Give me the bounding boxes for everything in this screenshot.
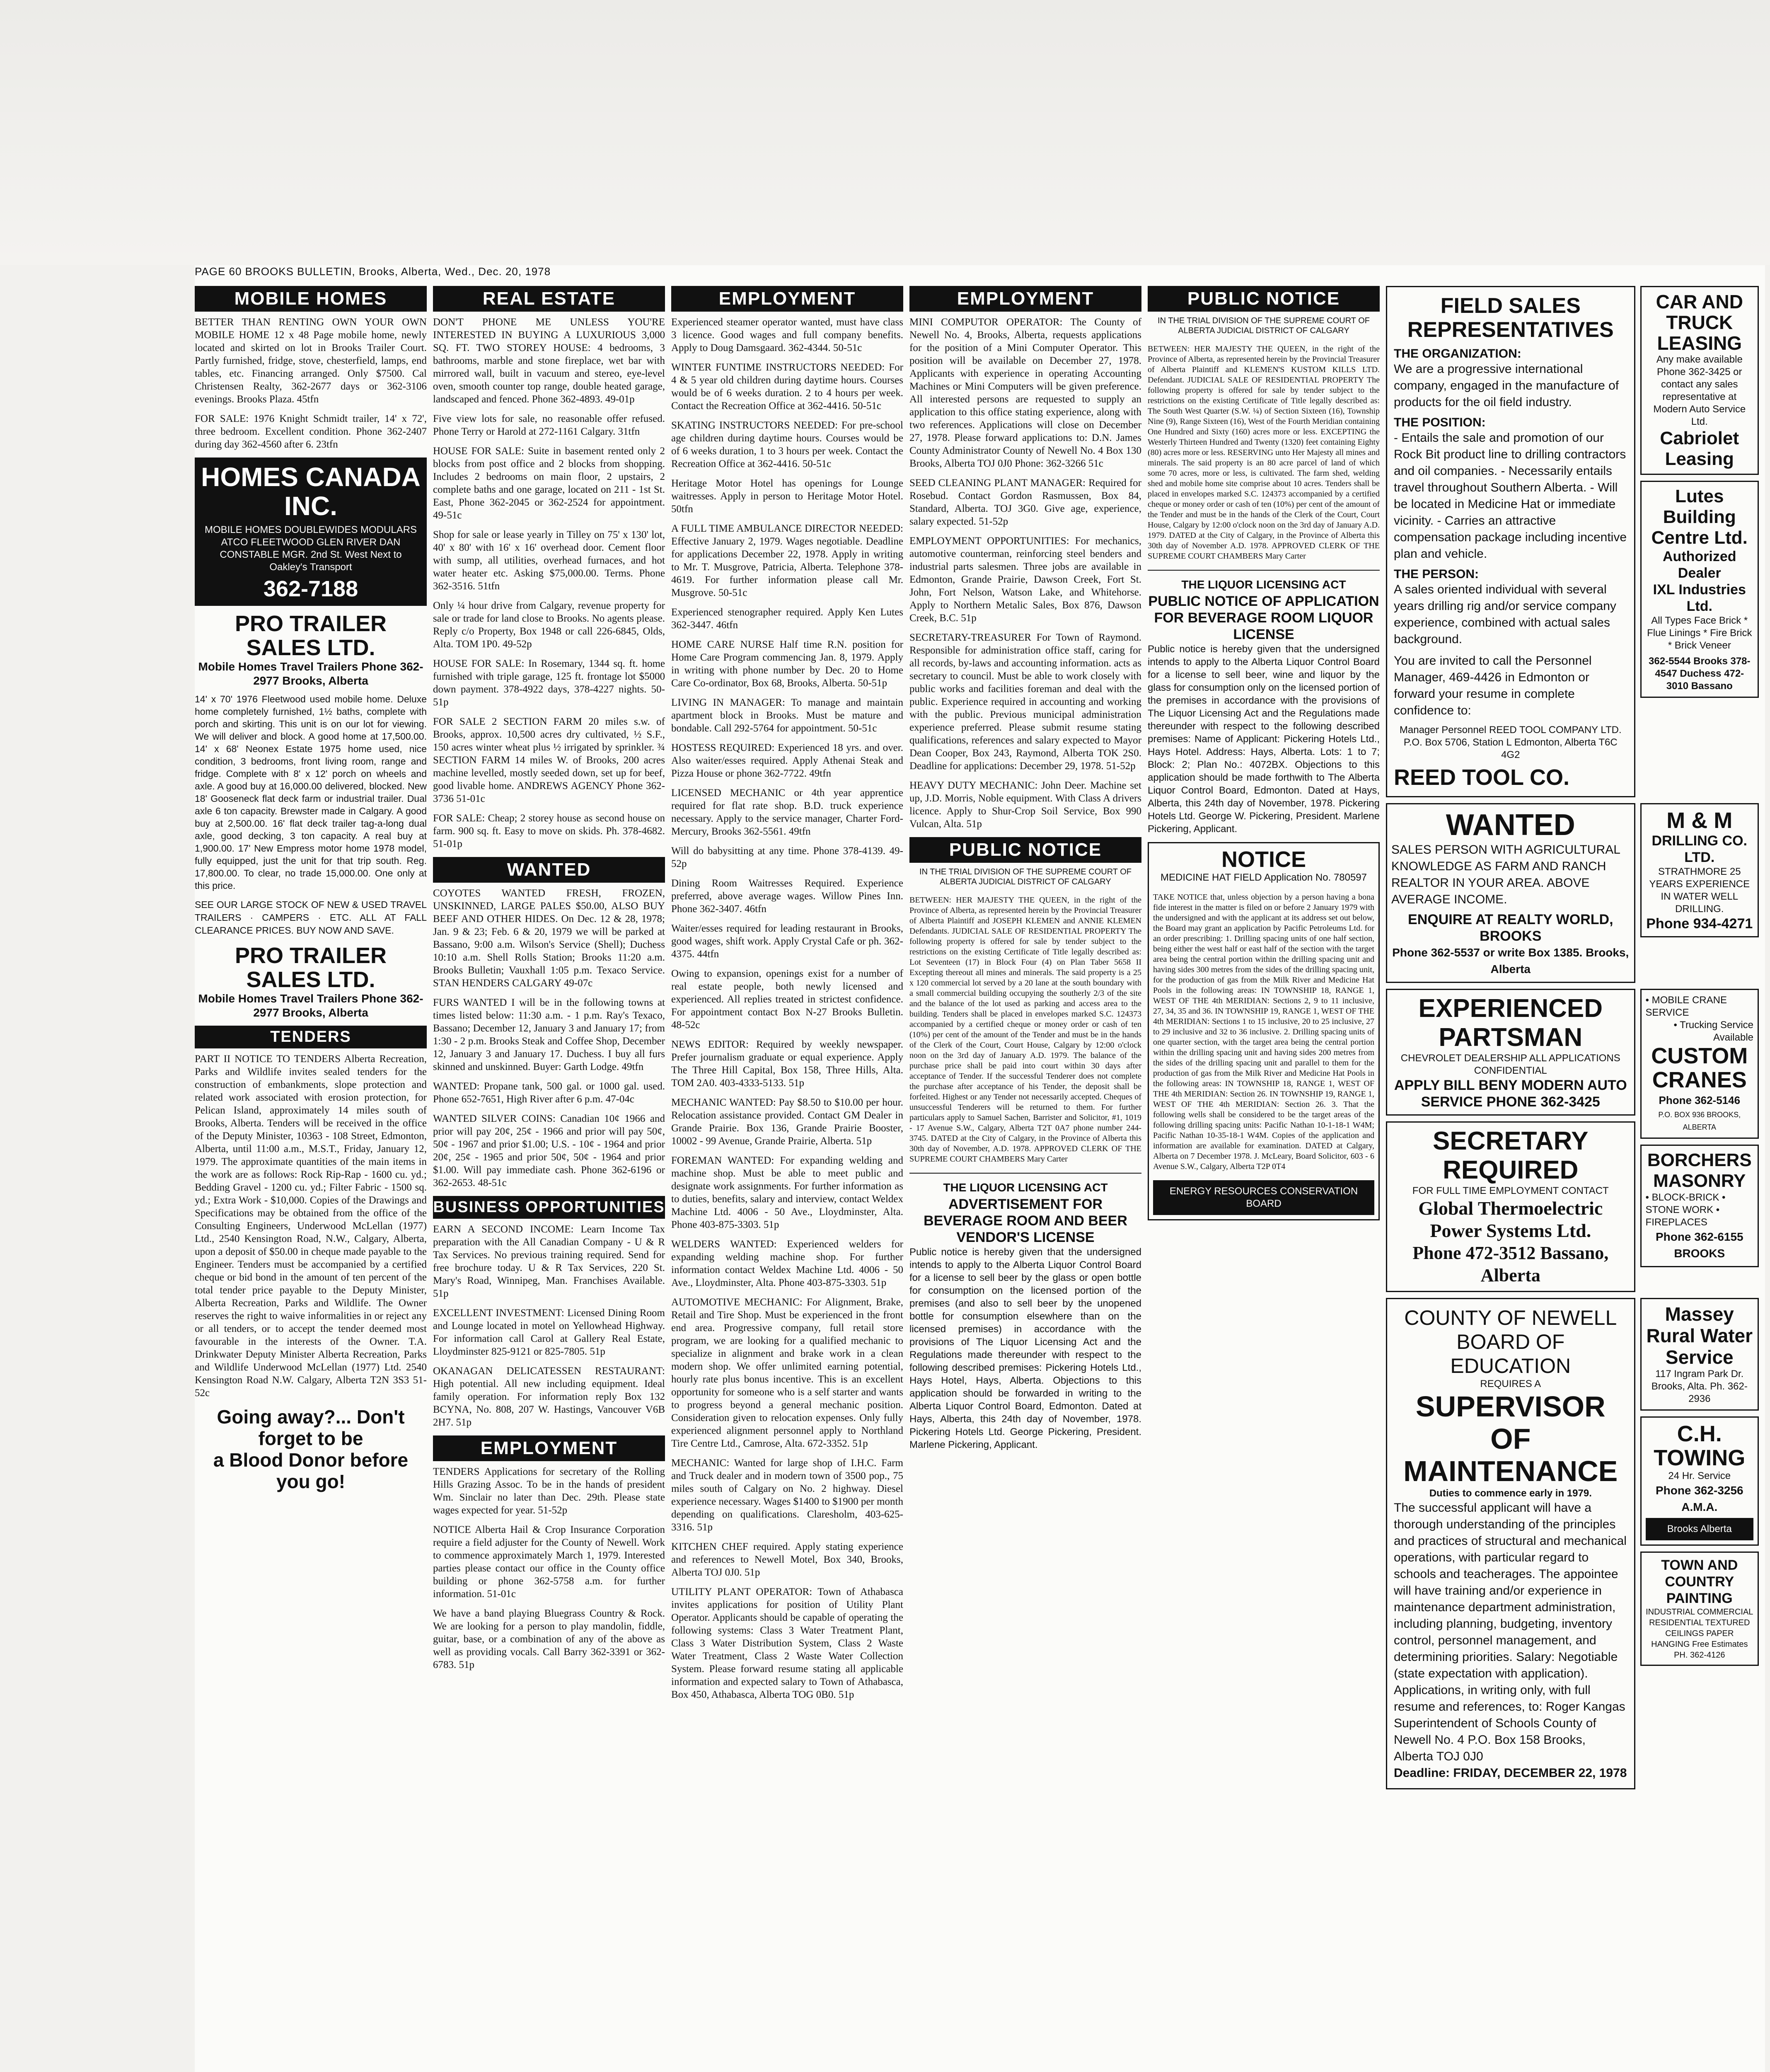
crane-service: • MOBILE CRANE SERVICE [1645,995,1727,1018]
mm-phone: Phone 934-4271 [1646,916,1753,932]
custom-cranes-title: CUSTOM CRANES [1651,1043,1748,1092]
wanted-header: WANTED [433,857,665,883]
divider [1148,570,1380,571]
classified-ad: DON'T PHONE ME UNLESS YOU'RE INTERESTED IN BUYING A LUXURIOUS 3,000 SQ. FT. TWO STOREY HOUSE: 4 bedrooms, 3 bathrooms, marble and stone fireplace, wet bar with mirrored wall, built in vacuum and stereo, eye-level oven, smooth counter top range, double heated garage, landscaped and fenced. Phone 362-4893. 49-01p [433,317,665,405]
position-heading: THE POSITION: [1394,416,1486,429]
public-notice-header: PUBLIC NOTICE [909,837,1141,863]
classified-ad: Shop for sale or lease yearly in Tilley on 75' x 130' lot, 40' x 80' with 16' x 16' overhead door. Cement floor with sump, all utilities, overhead furnaces, and hot water heater etc. Asking $75,000.00. Terms. Phone 362-3516. 51tfn [433,529,665,592]
classified-ad: Experienced stenographer required. Apply Ken Lutes 362-3447. 46tfn [671,607,903,631]
business-header: BUSINESS OPPORTUNITIES [433,1196,665,1219]
liquor-notice: Public notice is hereby given that the undersigned intends to apply to the Alberta Liquor Control Board for a license to sell beer, wine and liquor by the glass for consumption only on the licensed portion of the premises in accordance with the provisions of The Liquor Licensing Act and the Regulations made thereunder with respect to the following described premises: Name of Applicant: Pickering Hotels Ltd., Hays Hotel. Address: Hays, Alberta. Lots: 1 to 7; Block: 2; Plan No.: 4072BX. Objections to this application should be made forthwith to The Alberta Liquor Control Board, Edmonton. Dated at Hays, Alberta, this 24th day of November, 1978. Pickering Hotels Ltd. George W. Pickering, President. Marlene Pickering, Applicant. [1148,644,1380,835]
county-newell-ad [1386,1298,1635,1789]
classified-ad: KITCHEN CHEF required. Apply stating experience and references to Newell Motel, Box 340, Brooks, Alberta TOJ 0J0. 51p [671,1541,903,1578]
classified-ad: HEAVY DUTY MECHANIC: John Deer. Machine set up, J.D. Morris, Noble equipment. With Class A drivers licence. Apply to Shur-Crop Soil Service, Box 990 Vulcan, Alta. 51p [909,780,1141,830]
county-title: COUNTY OF NEWELL BOARD OF EDUCATION [1404,1306,1617,1377]
borchers-list: • BLOCK-BRICK • STONE WORK • FIREPLACES [1645,1192,1726,1228]
classified-ad: LICENSED MECHANIC or 4th year apprentice required for flat rate shop. B.D. truck experience necessary. Apply to the service manager, Charter Ford-Mercury, Brooks 362-5561. 49tfn [671,787,903,837]
court-notice: BETWEEN: HER MAJESTY THE QUEEN, in the right of the Province of Alberta, as represented herein by the Provincial Treasurer of Alberta Plaintiff and JOSEPH KLEMEN and ANNIE KLEMEN Defendants. JUDICIAL SALE OF RESIDENTIAL PROPERTY The following property is offered for sale by tender subject to the restrictions on the existing Certificate of Title legally described as: Lot Seventeen (17) in Block Four (4) on Plan Taber 5658 II Excepting thereout all mines and minerals. The said property is a 25 x 120 commercial lot served by a 20 lane at the south boundary with a small commercial building occupying the southerly 2/3 of the site and the balance of the lot used as parking and access area to the building. Tenders shall be placed in envelopes marked S.C. 124373 accompanied by a certified cheque or money order or cash of ten (10%) per cent of the amount of the Tender and must be in the hands of the Clerk of the Court, Court House, Calgary by 12:00 o'clock noon on the 3rd day of January A.D. 1979. The balance of the purchase price shall be paid into court within 30 days after acceptance of Tender. If the successful Tenderer does not complete the purchase after acceptance of his Tender, the deposit shall be forfeited. Highest or any Tender not necessarily accepted. Cheques of unsuccessful Tenderers will be returned to them. For further particulars apply to Samuel Sachen, Barrister and Solicitor, #1, 1019 - 17 Avenue S.W., Calgary, Alberta T2T 0A7 phone number 244-3745. DATED at the City of Calgary, in the Province of Alberta this 30th day of November, A.D. 1978. APPROVED CLERK OF THE SUPREME COURT CHAMBERS Mary Carter [909,896,1141,1164]
classified-ad: Experienced steamer operator wanted, must have class 3 licence. Good wages and full company benefits. Apply to Doug Damsgaard. 362-4344. 50-51c [671,317,903,353]
classified-ad: TENDERS Applications for secretary of the Rolling Hills Grazing Assoc. To be in the hands of president Wm. Sinclair no later than Dec. 29th. Please state wages expected for year. 51-52p [433,1466,665,1516]
secretary-title: SECRETARY REQUIRED [1433,1127,1589,1184]
town-country-title: TOWN AND COUNTRY PAINTING [1661,1557,1738,1606]
section-header: REAL ESTATE [433,286,665,312]
realty-phone: Phone 362-5537 or write Box 1385. Brooks, Alberta [1392,946,1629,975]
classified-ad: MECHANIC WANTED: Pay $8.50 to $10.00 per hour. Relocation assistance provided. Contact GM Dealer in Grande Prairie. Box 136, Grande Prairie Booster, 10002 - 99 Avenue, Grande Prairie, Alberta. 51p [671,1097,903,1147]
custom-cranes-ad [1640,989,1759,1139]
blood-donor-line-2: a Blood Donor before you go! [213,1449,409,1492]
homes-canada-phone: 362-7188 [263,576,358,601]
partsman-title: EXPERIENCED PARTSMAN [1418,994,1603,1052]
custom-cranes-address: P.O. BOX 936 BROOKS, ALBERTA [1658,1111,1741,1131]
section-header: PUBLIC NOTICE [1148,286,1380,312]
classified-ad: UTILITY PLANT OPERATOR: Town of Athabasca invites applications for position of Utility Plant Operator. Applicants should be capable of operating the following systems: Class 3 Water Treatment Plant, Class 3 Water Distribution System, Class 2 Waste Water Treatment, Class 2 Waste Water Collection System. Please forward resume stating all applicable information and expected salary to Town of Athabasca, Box 450, Athabasca, Alberta TOG 0B0. 51p [671,1586,903,1700]
pro-trailer-lines-2: Mobile Homes Travel Trailers Phone 362-2977 Brooks, Alberta [198,992,423,1019]
pro-trailer-stock: SEE OUR LARGE STOCK OF NEW & USED TRAVEL TRAILERS · CAMPERS · ETC. ALL AT FALL CLEARANCE PRICES. BUY NOW AND SAVE. [195,899,427,936]
classified-ad: HOSTESS REQUIRED: Experienced 18 yrs. and over. Also waiter/esses required. Apply Athenai Steak and Pizza House or phone 362-7722. 49tfn [671,742,903,779]
wanted-text: SALES PERSON WITH AGRICULTURAL KNOWLEDGE AS FARM AND RANCH REALTOR IN YOUR AREA. ABOVE AVERAGE INCOME. [1391,843,1620,906]
lutes-title: Lutes Building Centre Ltd. [1651,486,1748,548]
column-mobile-homes [195,286,427,2072]
town-country-text: INDUSTRIAL COMMERCIAL RESIDENTIAL TEXTURED CEILINGS PAPER HANGING Free Estimates PH. 362-4126 [1646,1607,1753,1660]
lutes-dealer: Authorized Dealer [1663,549,1736,581]
chevrolet-text: CHEVROLET DEALERSHIP ALL APPLICATIONS CONFIDENTIAL [1400,1053,1620,1076]
liquor-act-title: THE LIQUOR LICENSING ACT [943,1181,1108,1194]
org-text: We are a progressive international company, engaged in the manufacture of products for the oil field industry. [1394,362,1619,409]
homes-canada-ad [195,457,427,606]
liquor-ad-heading: PUBLIC NOTICE OF APPLICATION FOR BEVERAGE ROOM LIQUOR LICENSE [1148,593,1379,642]
classified-ad: HOME CARE NURSE Half time R.N. position for Home Care Program commencing Jan. 8, 1979. Apply in writing with phone number by Dec. 20 to Home Care Co-ordinator, Box 68, Brooks, Alberta. 50-51p [671,639,903,689]
classified-ad: HOUSE FOR SALE: In Rosemary, 1344 sq. ft. home furnished with triple garage, 125 ft. frontage lot $5000 down payment. 378-4922 days, 378-4227 nights. 50-51p [433,658,665,708]
column-display-ads [1386,286,1759,2072]
ch-towing-service: 24 Hr. Service [1668,1470,1731,1481]
liquor-act-title: THE LIQUOR LICENSING ACT [1181,578,1346,591]
ch-towing-location: Brooks Alberta [1646,1518,1753,1540]
lutes-phones: 362-5544 Brooks 378-4547 Duchess 472-3010 Bassano [1649,656,1751,692]
classified-ad: SECRETARY-TREASURER For Town of Raymond. Responsible for administration office staff, caring for all records, by-laws and accounting information. acts as secretary to council. Must be able to work closely with public works and facilities foreman and deal with the public. Experience required in accounting and working with the public. Previous municipal administration experience preferred. Please submit resume stating qualifications, references and salary expected to Mayor Dean Cooper, Box 243, Raymond, Alberta TOK 2S0. Deadline for applications: December 29, 1978. 51-52p [909,632,1141,772]
massey-title: Massey Rural Water Service [1646,1303,1753,1368]
classified-ad: OKANAGAN DELICATESSEN RESTAURANT: High potential. All new including equipment. Ideal family operation. For information reply Box 132 BCYNA, No. 808, 207 W. Hastings, Vancouver V6B 2H7. 51p [433,1365,665,1428]
classified-ad: Owing to expansion, openings exist for a number of real estate people, both newly licensed and experienced. All replies treated in strictest confidence. For appointment contact Box N-27 Brooks Bulletin. 48-52c [671,968,903,1031]
court-heading: IN THE TRIAL DIVISION OF THE SUPREME COURT OF ALBERTA JUDICIAL DISTRICT OF CALGARY [1158,316,1370,335]
liquor-notice: Public notice is hereby given that the undersigned intends to apply to the Alberta Liquor Control Board for a license to sell beer by the glass or open bottle for consumption on the licensed portion of the premises (and also to sell beer by the unopened bottle for consumption elsewhere than on the licensed premises) in accordance with the provisions of The Liquor Licensing Act and the Regulations made thereunder with respect to the following described premises: Pickering Hotels Ltd., Hays Hotel, Hays, Alberta. Objections to this application should be forwarded in writing to the Alberta Liquor Control Board, Edmonton. Dated at Hays, Alberta, this 24th day of November, 1978. Pickering Hotels Ltd. George Pickering, President. Marlene Pickering, Applicant. [909,1247,1141,1450]
classified-ad: WANTED: Propane tank, 500 gal. or 1000 gal. used. Phone 652-7651, High River after 6 p.m. 47-04c [433,1081,665,1105]
org-heading: THE ORGANIZATION: [1394,347,1521,361]
ch-towing-title: C.H. TOWING [1654,1421,1746,1470]
car-truck-leasing-ad [1640,286,1759,475]
realty-world: ENQUIRE AT REALTY WORLD, BROOKS [1408,912,1613,944]
lutes-building-ad [1640,481,1759,698]
person-text: A sales oriented individual with several years drilling rig and/or service company experience, combined with actual sales background. [1394,583,1616,646]
blood-donor-line-1: Going away?... Don't forget to be [217,1406,405,1449]
borchers-title: BORCHERS MASONRY [1647,1150,1752,1191]
erc-logo-bar: ENERGY RESOURCES CONSERVATION BOARD [1153,1180,1374,1215]
classified-ad: BETTER THAN RENTING OWN YOUR OWN MOBILE HOME 12 x 48 Page mobile home, newly located and skirted on lot in Brooks Trailer Court. Partly furnished, fridge, stove, chesterfield, lamps, end tables, etc. Financing arranged. Only $7500. Cal Christensen Realty, 362-2677 days or 362-3106 evenings. Brooks Plaza. 45tfn [195,317,427,405]
borchers-phone: Phone 362-6155 BROOKS [1655,1230,1743,1260]
classified-ad: WINTER FUNTIME INSTRUCTORS NEEDED: For 4 & 5 year old children during daytime hours. Courses would be of 6 weeks duration. 2 to 4 hours per week. Contact the Recreation Office at 362-4416. 50-51c [671,362,903,411]
classified-ad: Will do babysitting at any time. Phone 378-4139. 49-52p [671,845,903,869]
classified-ad: Waiter/esses required for leading restaurant in Brooks, good wages, shift work. Apply Crystal Cafe or ph. 362-4375. 44tfn [671,923,903,960]
tenders-notice: PART II NOTICE TO TENDERS Alberta Recreation, Parks and Wildlife invites sealed tenders for the construction of embankments, slope protection and related work associated with erosion protection, for Pelican Island, approximately 14 miles south of Brooks, Alberta. Tenders will be received in the office of the Deputy Minister, 10363 - 108 Street, Edmonton, Alberta, until 11:00 a.m., M.S.T., Friday, January 12, 1979. The approximate quantities of the main items in the work are as follows: Rock Rip-Rap - 1600 cu. yd.; Bedding Gravel - 1200 cu. yd.; Filter Fabric - 1500 sq. yd.; Extra Work - $10,000. Copies of the Drawings and Specifications may be obtained from the office of the Consulting Engineers, Underwood McLellan (1977) Ltd., 2540 Kensington Road, N.W., Calgary, Alberta, upon a deposit of $50.00 in cheque made payable to the Engineer. Tenders must be accompanied by a certified cheque or bid bond in the amount of ten percent of the total tender price payable to the Deputy Minister, Alberta Recreation, Parks and Wildlife. The Owner reserves the right to waive informalities in or reject any or all tenders, or to accept the tender deemed most favourable in the interests of the Owner. T.A. Drinkwater Deputy Minister Alberta Recreation, Parks and Wildlife Underwood McLellan (1977) Ltd. 2540 Kensington Road N.W. Calgary, Alberta T2N 3S3 51-52c [195,1053,427,1399]
classified-ad: FURS WANTED I will be in the following towns at times listed below: 11:30 a.m. - 1 p.m. Ray's Texaco, Bassano; December 12, January 3 and January 17; from 1:30 - 2 p.m. Brooks Steak and Coffee Shop, December 12, January 3 and January 17. Duchess. I buy all furs skinned and unskinned. Buyer: Garth Lodge. 49tfn [433,997,665,1072]
cabriolet-title: Cabriolet Leasing [1660,428,1739,469]
classified-ad: Dining Room Waitresses Required. Experience preferred, above average wages. Willow Pines Inn. Phone 362-3407. 46tfn [671,878,903,915]
invite-text: You are invited to call the Personnel Manager, 469-4426 in Edmonton or forward your resume in complete confidence to: [1394,654,1592,717]
classified-ad: Five view lots for sale, no reasonable offer refused. Phone Terry or Harold at 272-1161 Calgary. 31tfn [433,413,665,437]
massey-water-ad [1640,1298,1759,1411]
classified-ad: A FULL TIME AMBULANCE DIRECTOR NEEDED: Effective January 2, 1979. Wages negotiable. Deadline for applications December 22, 1978. Apply in writing to Mr. T. Musgrove, Patricia, Alberta. Telephone 378-4619. For further information please call Mr. Musgrove. 50-51c [671,523,903,598]
trucking-service: • Trucking Service Available [1673,1019,1753,1043]
ixl-title: IXL Industries Ltd. [1653,582,1746,614]
classified-ad: WANTED SILVER COINS: Canadian 10¢ 1966 and prior will pay 20¢, 25¢ - 1966 and prior will pay 50¢, 50¢ - 1967 and prior $1.00; U.S. - 10¢ - 1964 and prior 20¢, 25¢ - 1965 and prior 50¢, 50¢ - 1964 and prior $1.00. Will pay immediate cash. Phone 362-6196 or 362-2653. 48-51c [433,1113,665,1188]
ch-towing-ad [1640,1416,1759,1546]
pro-trailer-ad-2 [195,944,427,1020]
section-header: EMPLOYMENT [909,286,1141,312]
field-sales-title: FIELD SALES REPRESENTATIVES [1407,294,1614,342]
supervisor-title: SUPERVISOR OF MAINTENANCE [1403,1390,1618,1487]
classified-ad: EMPLOYMENT OPPORTUNITIES: For mechanics, automotive counterman, reinforcing steel benders and industrial parts salesmen. Three jobs are available in Edmonton, Grande Prairie, Dawson Creek, Fort St. John, Fort Nelson, Watson Lake, and Whitehorse. Apply to Northern Metalic Sales, Box 876, Dawson Creek, B.C. 51p [909,535,1141,624]
classified-ad: FOR SALE: Cheap; 2 storey house as second house on farm. 900 sq. ft. Easy to move on skids. Ph. 378-4682. 51-01p [433,813,665,850]
pro-trailer-title-2: PRO TRAILER SALES LTD. [235,943,387,992]
realty-wanted-ad [1386,803,1635,983]
secretary-phone: Phone 472-3512 Bassano, Alberta [1412,1243,1609,1285]
reed-tool-ad [1386,286,1635,797]
car-leasing-text: Any make available Phone 362-3425 or contact any sales representative at Modern Auto Service Ltd. [1653,354,1746,427]
custom-cranes-phone: Phone 362-5146 [1659,1094,1741,1106]
reed-logo: REED TOOL CO. [1394,765,1570,790]
partsman-ad [1386,989,1635,1116]
liquor-ad-heading: ADVERTISEMENT FOR BEVERAGE ROOM AND BEER VENDOR'S LICENSE [924,1196,1127,1245]
classified-ad: We have a band playing Bluegrass Country & Rock. We are looking for a person to play mandolin, fiddle, guitar, base, or a combination of any of the above as well as providing vocals. Call Barry 362-3391 or 362-6783. 51p [433,1608,665,1670]
secretary-ad [1386,1121,1635,1292]
ch-towing-phone: Phone 362-3256 A.M.A. [1655,1484,1743,1513]
deadline: Deadline: FRIDAY, DECEMBER 22, 1978 [1394,1766,1627,1780]
pro-trailer-ad [195,612,427,688]
divider [909,1173,1141,1174]
position-text: - Entails the sale and promotion of our Rock Bit product line to drilling contractors and oil companies. - Necessarily entails travel throughout Southern Alberta. - Will be located in Medicine Hat or immediate vicinity. - Carries an attractive compensation package including incentive plan and vehicle. [1394,431,1627,561]
column-public-notice [1148,286,1380,2072]
classified-ad: SEED CLEANING PLANT MANAGER: Required for Rosebud. Contact Gordon Rasmussen, Box 84, Standard, Alberta. TOJ 3G0. Give age, experience, salary expected. 51-52p [909,477,1141,527]
classified-ad: EXCELLENT INVESTMENT: Licensed Dining Room and Lounge located in motel on Yellowhead Highway. For information call Carol at Gallery Real Estate, Lloydminster 825-9121 or 825-7805. 51p [433,1307,665,1357]
employment-header: EMPLOYMENT [433,1435,665,1461]
classified-ad: Only ¼ hour drive from Calgary, revenue property for sale or trade for land close to Brooks. No agents please. Reply c/o Property, Box 1948 or call 226-6845, Olds, Alta. TOM 1P0. 49-52p [433,600,665,650]
classified-ad: LIVING IN MANAGER: To manage and maintain apartment block in Brooks. Must be mature and bondable. Call 292-5764 for appointment. 50-51c [671,697,903,734]
classified-ad: NOTICE Alberta Hail & Crop Insurance Corporation require a field adjuster for the County of Newell. Work to commence approximately March 1, 1979. Interested parties please contact our office in the County office building or phone 362-5758 a.m. for further information. 51-01c [433,1524,665,1600]
classified-ad: Heritage Motor Hotel has openings for Lounge waitresses. Apply in person to Heritage Motor Hotel. 50tfn [671,478,903,515]
classified-ad: SKATING INSTRUCTORS NEEDED: For pre-school age children during daytime hours. Courses would be of 6 weeks duration, 1 to 3 hours per week. Contact the Recreation Office at 362-4416. 50-51c [671,420,903,470]
classified-ad: FOR SALE 2 SECTION FARM 20 miles s.w. of Brooks, approx. 10,500 acres dry cultivated, ½ S.F., 150 acres winter wheat plus ½ irrigated by sprinkler. ¾ SECTION FARM 14 miles W. of Brooks, 200 acres machine levelled, mostly seeded down, set up for beef, good livable home. ANDREWS AGENCY Phone 362-3736 51-01c [433,716,665,804]
classified-ad: FOREMAN WANTED: For expanding welding and machine shop. Must be able to meet public and designate work assignments. For further information as to duties, benefits, salary and interview, contact Weldex Machine Ltd. 4006 - 50 Ave., Lloydminster, Alta. Phone 403-875-3303. 51p [671,1155,903,1230]
pro-trailer-lines: Mobile Homes Travel Trailers Phone 362-2977 Brooks, Alberta [198,660,423,687]
person-heading: THE PERSON: [1394,567,1479,581]
homes-canada-lines: MOBILE HOMES DOUBLEWIDES MODULARS ATCO FLEETWOOD GLEN RIVER DAN CONSTABLE MGR. 2nd St. West Next to Oakley's Transport [204,524,417,573]
scan-margin [0,0,1770,265]
court-notice: BETWEEN: HER MAJESTY THE QUEEN, in the right of the Province of Alberta, as represented herein by the Provincial Treasurer of Alberta Plaintiff and KLEMEN'S KUSTOM KILLS LTD. Defendant. JUDICIAL SALE OF RESIDENTIAL PROPERTY The following property is offered for sale by tender subject to the restrictions on the existing Certificate of Title legally described as: The South West Quarter (S.W. ¼) of Section Sixteen (16), Township Nine (9), Range Sixteen (16), West of the Fourth Meridian containing One Hundred and Sixty (160) acres more or less. EXCEPTING the Westerly Thirteen Hundred and Twenty (1320) feet containing Eighty (80) acres more or less. RESERVING unto Her Majesty all mines and minerals. The said property is an 80 acre parcel of land of which some 70 acres, more or less, is cultivated. The farm shed, welding shed and mobile home site comprise about 10 acres. Tenders shall be placed in envelopes marked S.C. 124373 accompanied by a certified cheque or money order or cash of ten (10%) per cent of the amount of the Tender and must be in the hands of the Clerk of the Court, Court House, Calgary by 12:00 o'clock noon on the 3rd day of January A.D. 1979. DATED at the City of Calgary, in the Province of Alberta this 30th day of November A.D. 1978. APPROVED CLERK OF THE SUPREME COURT CHAMBERS Mary Carter [1148,344,1380,561]
bill-beny: APPLY BILL BENY MODERN AUTO SERVICE PHONE 362-3425 [1394,1077,1627,1110]
pro-trailer-title: PRO TRAILER SALES LTD. [235,611,387,660]
column-real-estate [433,286,665,2072]
homes-canada-title: HOMES CANADA INC. [201,462,421,521]
column-employment-2 [909,286,1141,2072]
car-leasing-title: CAR AND TRUCK LEASING [1656,291,1743,354]
reed-address: Manager Personnel REED TOOL COMPANY LTD. P.O. Box 5706, Station L Edmonton, Alberta T6C 4G2 [1399,724,1622,760]
mm-sub: DRILLING CO. LTD. [1652,833,1747,865]
mm-title: M & M [1666,808,1733,833]
classified-ad: HOUSE FOR SALE: Suite in basement rented only 2 blocks from post office and 2 blocks from shopping. Includes 2 bedrooms on main floor, 2 upstairs, 2 complete baths and one garage, located on 211 - 1st St. East, Phone 362-2045 or 362-2524 for appointment. 49-51c [433,445,665,521]
mm-text: STRATHMORE 25 YEARS EXPERIENCE IN WATER WELL DRILLING. [1649,866,1750,915]
section-header: EMPLOYMENT [671,286,903,312]
erc-notice-sub: MEDICINE HAT FIELD Application No. 780597 [1161,872,1367,883]
county-requires: REQUIRES A [1480,1378,1541,1389]
classified-ad: MECHANIC: Wanted for large shop of I.H.C. Farm and Truck dealer and in modern town of 3500 pop., 75 miles south of Calgary on No. 2 highway. Diesel experience necessary. Wages $1400 to $1900 per month depending on qualifications. Claresholm, 403-625-3316. 51p [671,1457,903,1533]
massey-text: 117 Ingram Park Dr. Brooks, Alta. Ph. 362-2936 [1651,1368,1748,1404]
mm-drilling-ad [1640,803,1759,937]
wanted-title: WANTED [1446,808,1575,842]
classified-ad: EARN A SECOND INCOME: Learn Income Tax preparation with the All Canadian Company - U & R Tax Services. No previous training required. Send for free brochure today. U & R Tax Services, 220 St. Mary's Road, Winnipeg, Man. Franchises Available. 51p [433,1224,665,1299]
court-heading: IN THE TRIAL DIVISION OF THE SUPREME COURT OF ALBERTA JUDICIAL DISTRICT OF CALGARY [919,867,1132,886]
classified-ad: COYOTES WANTED FRESH, FROZEN, UNSKINNED, LARGE PALES $50.00, ALSO BUY BEEF AND OTHER HIDES. On Dec. 12 & 28, 1978; Jan. 9 & 23; Feb. 6 & 20, 1979 we will be parked at Bassano, 9:00 a.m. Wilson's Service (Shell); Duchess 10:10 a.m. Shell Rolls Station; Brooks 11:20 a.m. Brooks Bulletin; Vauxhall 1:05 p.m. Texaco Service. STAN HENDERS CALGARY 49-07c [433,888,665,989]
section-header: MOBILE HOMES [195,286,427,312]
erc-notice [1148,842,1380,1220]
supervisor-text: The successful applicant will have a thorough understanding of the principles and practices of structural and mechanical operations, with particular regard to schools and teacherages. The appointee will have training and/or experience in maintenance department administration, including planning, budgeting, inventory control, personnel management, and determining priorities. Salary: Negotiable (state expectation with application). Applications, in writing only, with full resume and references, to: Roger Kangas Superintendent of Schools County of Newell No. 4 P.O. Box 158 Brooks, Alberta TOJ 0J0 [1394,1501,1627,1763]
column-employment-1 [671,286,903,2072]
classified-ad: WELDERS WANTED: Experienced welders for expanding welding machine shop. For further information contact Weldex Machine Ltd. 4006 - 50 Ave., Lloydminster, Alta. Phone 403-875-3303. 51p [671,1239,903,1288]
page-folio: PAGE 60 BROOKS BULLETIN, Brooks, Alberta, Wed., Dec. 20, 1978 [195,265,551,278]
erc-notice-title: NOTICE [1221,847,1306,872]
global-thermo: Global Thermoelectric Power Systems Ltd. [1418,1198,1603,1241]
borchers-masonry-ad [1640,1145,1759,1267]
ixl-lines: All Types Face Brick * Flue Linings * Fire Brick * Brick Veneer [1647,615,1752,651]
tenders-header: TENDERS [195,1026,427,1048]
supervisor-sub: Duties to commence early in 1979. [1429,1488,1592,1499]
classified-ad: AUTOMOTIVE MECHANIC: For Alignment, Brake, Retail and Tire Shop. Must be experienced in the front end area. Progressive company, full retail store program, we are looking for a qualified mechanic to specialize in alignment and brake work in a clean modern shop. We offer unlimited earning potential, hourly rate plus bonus incentive. This is an excellent opportunity for someone who is a self starter and wants to progress beyond a general mechanic position. Consideration given to relocation expenses. Only fully experienced alignment personnel apply to Northland Tire Centre Ltd., Camrose, Alta. 672-3352. 51p [671,1297,903,1449]
blood-donor-ad [195,1406,427,1492]
erc-notice-text: TAKE NOTICE that, unless objection by a person having a bona fide interest in the matter is filed on or before 2 January 1979 with the undersigned and with the applicant at its address set out below, the Board may grant an application by Pacific Petroleums Ltd. for an order prescribing: 1. Drilling spacing units of one half section, being either the west half or east half of the section with the target area being the central portion within the drilling spacing unit and having sides 300 metres from the sides of the drilling spacing unit, for the production of gas from the Milk River and Medicine Hat Pools in the following areas: IN TOWNSHIP 18, RANGE 1, WEST OF THE 4th MERIDIAN: Sections 2, 9 to 11 inclusive, 27, 34, 35 and 36. IN TOWNSHIP 19, RANGE 1, WEST OF THE 4th MERIDIAN: Sections 1 to 15 inclusive, 20 to 25 inclusive, 27 to 29 inclusive and 32 to 36 inclusive. 2. Drilling spacing units of one quarter section, with the target area being the central portion within the drilling spacing unit and having sides 200 metres from the sides of the drilling spacing unit and parallel to them for the production of gas from the Milk River and Medicine Hat Pools in the following areas: IN TOWNSHIP 18, RANGE 1, WEST OF THE 4th MERIDIAN: Section 26. IN TOWNSHIP 19, RANGE 1, WEST OF THE 4th MERIDIAN: Section 26. 3. That the following wells shall be considered to be the target areas of the following drilling spacing units: Pacific Nathan 10-1-18-1 W4M; Pacific Nathan 10-35-18-1 W4M. Copies of the application and information are available for examination. DATED at Calgary, Alberta on 7 December 1978. J. McLeary, Board Solicitor, 603 - 6 Avenue S.W., Calgary, Alberta T2P 0T4 [1153,893,1374,1171]
town-country-ad [1640,1552,1759,1666]
classified-ad: FOR SALE: 1976 Knight Schmidt trailer, 14' x 72', three bedroom. Excellent condition. Phone 362-2407 during day 362-4560 after 6. 23tfn [195,413,427,450]
secretary-text: FOR FULL TIME EMPLOYMENT CONTACT [1412,1185,1609,1196]
classified-ad: MINI COMPUTOR OPERATOR: The County of Newell No. 4, Brooks, Alberta, requests applications for the position of a Mini Computer Operator. This position will be available on December 27, 1978. Applicants with experience in operating Accounting Machines or Mini Computers will be given preference. All interested persons are requested to supply an application to this office stating experience, along with two references. Applications will close on December 27, 1978. Please forward applications to: D.N. James County Administrator County of Newell No. 4 Box 130 Brooks, Alberta TOJ 0J0 Phone: 362-3266 51c [909,317,1141,469]
pro-trailer-listing: 14' x 70' 1976 Fleetwood used mobile home. Deluxe home completely furnished, 1½ baths, complete with porch and skirting. This unit is on our lot for viewing. We will deliver and block. A good home at 17,500.00. 14' x 68' Neonex Estate 1975 home used, nice condition, 3 bedrooms, front living room, range and fridge. Complete with 8' x 12' porch on wheels and axle. A good buy at 16,000.00 delivered, blocked. New 18' Gooseneck flat deck farm or industrial trailer. Dual axle 6 ton capacity. Brewster made in Calgary. A good buy at 2,500.00. 16' flat deck trailer tag-a-long dual axle, good decking, 3 ton capacity. A real buy at 1,900.00. 17' New Empress motor home 1978 model, fully equipped, just the unit for that trip south. Reg. 17,800.00. To clear, no trade 15,000.00. One only at this price. [195,694,427,891]
classified-ad: NEWS EDITOR: Required by weekly newspaper. Prefer journalism graduate or equal experience. Apply The Three Hill Capital, Box 158, Three Hills, Alta. TOM 2A0. 403-4333-5133. 51p [671,1039,903,1089]
newspaper-page [195,265,1765,2072]
